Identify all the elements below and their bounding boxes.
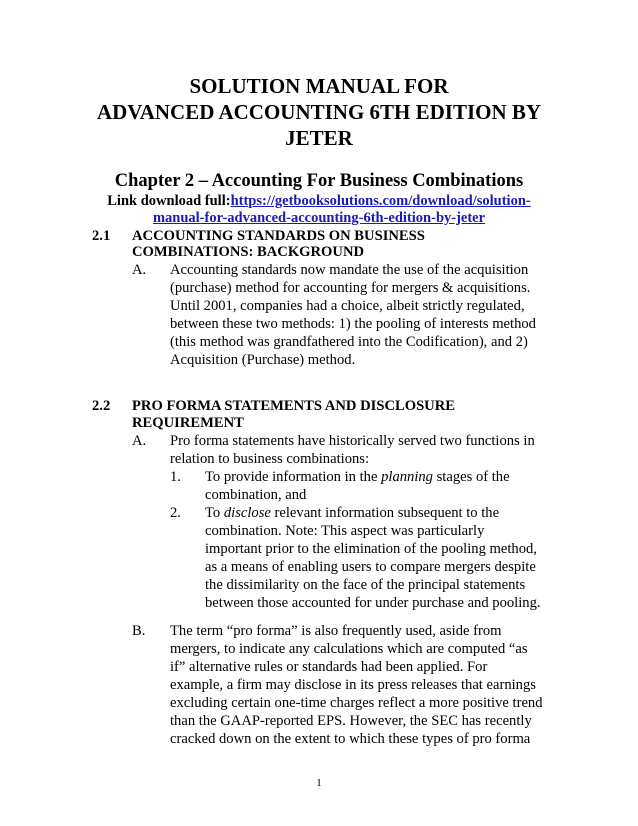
download-link-prefix: Link download full: — [107, 193, 231, 209]
download-link-line-1 — [0, 193, 638, 210]
item-text-line: example, a firm may disclose in its press releases that earnings — [170, 677, 536, 693]
subitem-label: 1. — [170, 469, 181, 485]
item-text-line: if” alternative rules or standards had been applied. For — [170, 659, 488, 675]
item-label: A. — [132, 433, 147, 449]
subitem-text-line: combination. Note: This aspect was particularly — [205, 523, 485, 539]
document-title-line-3: JETER — [285, 126, 353, 150]
subitem-emphasis: disclose — [223, 505, 271, 521]
subitem-text: stages of the — [432, 469, 510, 485]
subitem-text: To provide information in the — [205, 469, 382, 485]
item-text-line: (purchase) method for accounting for mergers & acquisitions. — [170, 280, 531, 296]
item-text-line: excluding certain one-time charges reflect a more positive trend — [170, 695, 543, 711]
subitem-text: To — [205, 505, 224, 521]
subitem-text-line — [205, 504, 499, 522]
subitem-text-line — [205, 468, 510, 486]
chapter-title: Chapter 2 – Accounting For Business Combinations — [114, 171, 524, 191]
section-heading-line: ACCOUNTING STANDARDS ON BUSINESS — [132, 228, 425, 244]
item-text-line: between these two methods: 1) the pooling of interests method — [170, 316, 536, 332]
item-text-line: The term “pro forma” is also frequently used, aside from — [170, 623, 502, 639]
section-number: 2.1 — [92, 228, 111, 244]
item-text-line: Accounting standards now mandate the use of the acquisition — [170, 262, 529, 278]
subitem-text-line: the dissimilarity on the face of the principal statements — [205, 577, 526, 593]
section-heading-line: REQUIREMENT — [132, 415, 244, 431]
item-text-line: Until 2001, companies had a choice, albeit strictly regulated, — [170, 298, 525, 314]
subitem-text-line: as a means of enabling users to compare mergers despite — [205, 559, 536, 575]
document-title-line-1: SOLUTION MANUAL FOR — [189, 74, 449, 98]
download-link-url-part-1[interactable]: https://getbooksolutions.com/download/solution- — [230, 193, 531, 209]
item-text-line: than the GAAP-reported EPS. However, the SEC has recently — [170, 713, 532, 729]
item-text-line: relation to business combinations: — [170, 451, 370, 467]
item-label: B. — [132, 623, 146, 639]
subitem-emphasis: planning — [381, 469, 433, 485]
subitem-text-line: between those accounted for under purchase and pooling. — [205, 595, 541, 611]
subitem-text-line: combination, and — [205, 487, 307, 503]
item-text-line: mergers, to indicate any calculations which are computed “as — [170, 641, 528, 657]
item-label: A. — [132, 262, 147, 278]
document-title-line-2: ADVANCED ACCOUNTING 6TH EDITION BY — [96, 100, 542, 124]
subitem-text: relevant information subsequent to the — [270, 505, 500, 521]
section-number: 2.2 — [92, 398, 111, 414]
section-heading-line: PRO FORMA STATEMENTS AND DISCLOSURE — [132, 398, 455, 414]
subitem-text-line: important prior to the elimination of the pooling method, — [205, 541, 537, 557]
item-text-line: Acquisition (Purchase) method. — [170, 352, 356, 368]
item-text-line: Pro forma statements have historically served two functions in — [170, 433, 535, 449]
item-text-line: (this method was grandfathered into the Codification), and 2) — [170, 334, 528, 350]
download-link-line-2 — [0, 210, 638, 227]
page-number: 1 — [316, 777, 322, 789]
section-heading-line: COMBINATIONS: BACKGROUND — [132, 244, 365, 260]
subitem-label: 2. — [170, 505, 181, 521]
download-link-url-part-2[interactable]: manual-for-advanced-accounting-6th-edition-by-jeter — [152, 210, 486, 226]
item-text-line: cracked down on the extent to which these types of pro forma — [170, 731, 531, 747]
